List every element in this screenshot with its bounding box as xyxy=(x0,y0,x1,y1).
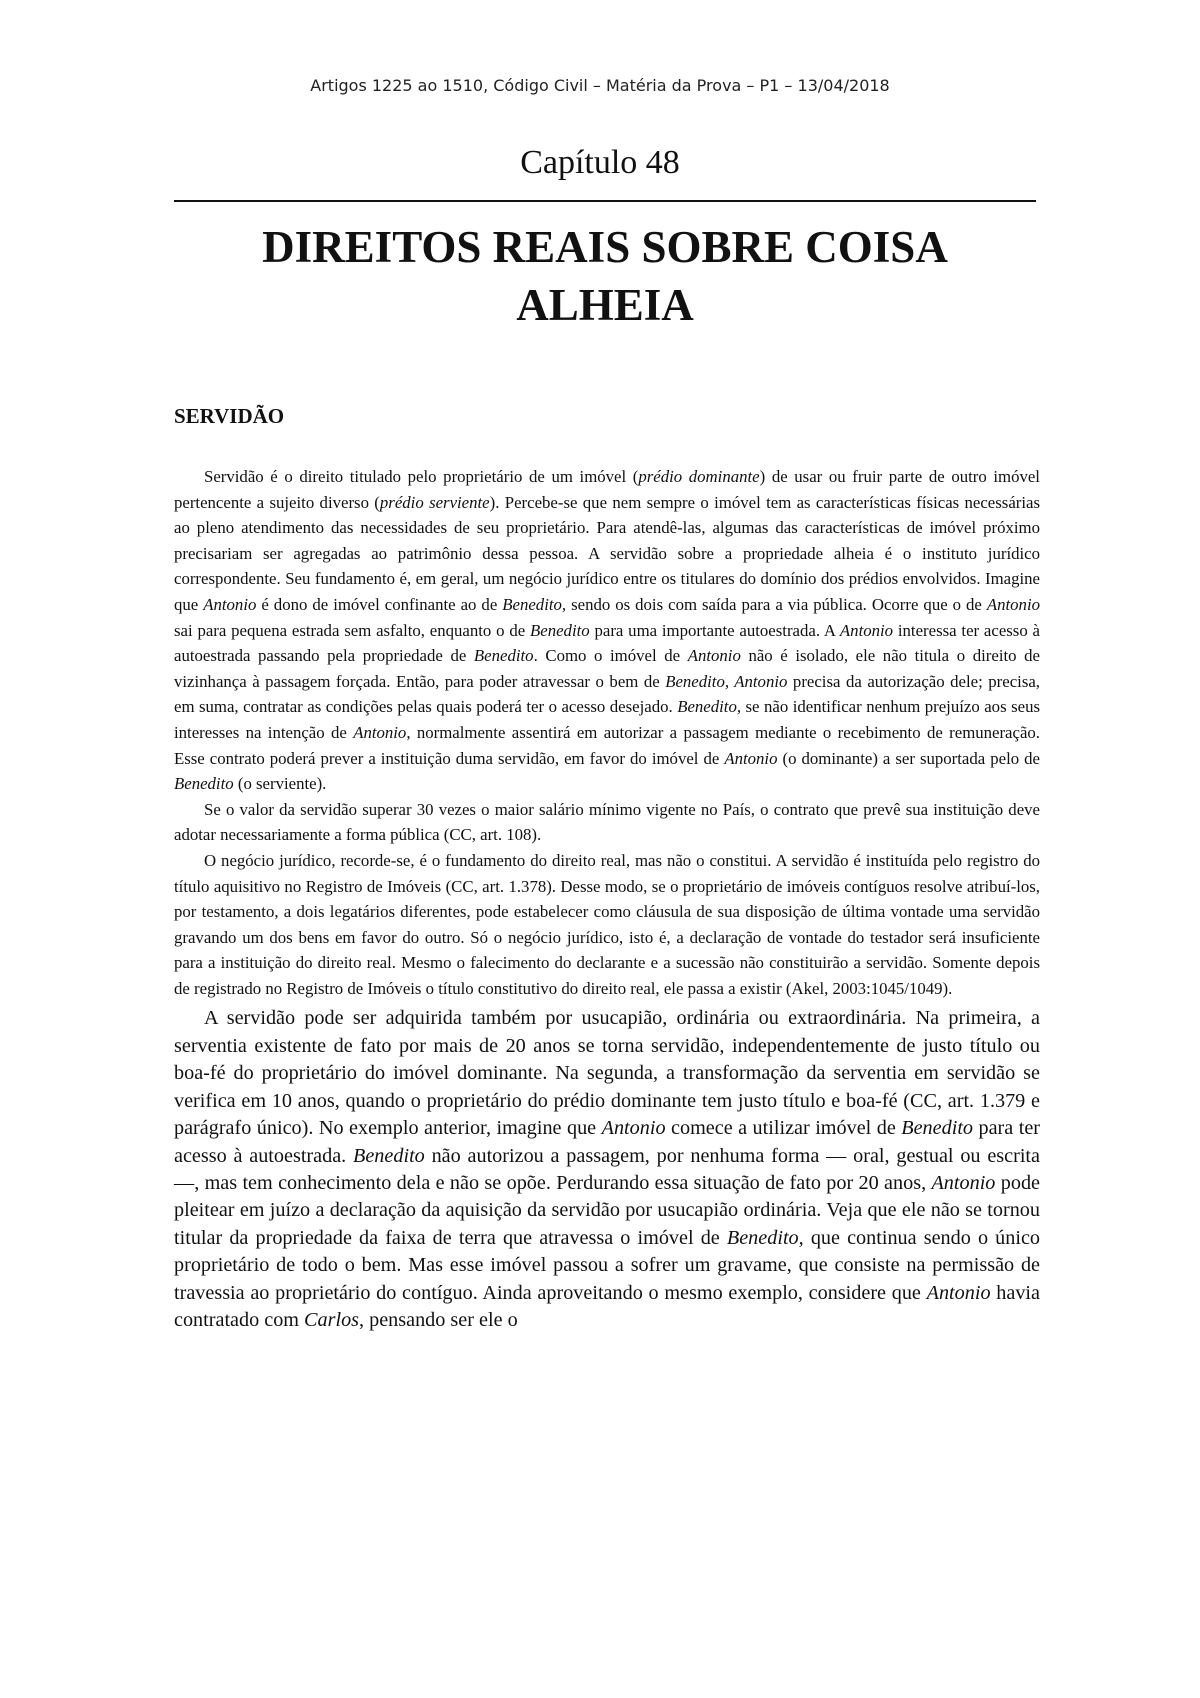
text-run: (o serviente). xyxy=(233,774,327,794)
italic-term: Antonio xyxy=(687,646,741,666)
text-run: interessa ter acesso à autoestrada passando pela propriedade de xyxy=(174,620,1040,666)
text-run: sai para pequena estrada sem asfalto, enquanto o de xyxy=(174,620,531,640)
italic-term: Carlos xyxy=(304,1308,360,1331)
chapter-number: Capítulo 48 xyxy=(520,144,680,181)
italic-term: Antonio xyxy=(203,594,257,614)
text-run: O negócio jurídico, recorde-se, é o fundamento do direito real, mas não o constitui. A servidão é instituída pelo registro do título aquisitivo no Registro de Imóveis (CC, art. 1.378). Desse modo, se o proprietário de imóveis contíguos resolve atribuí-los, por testamento, a dois legatários diferentes, pode estabelecer como cláusula de sua disposição de última vontade uma servidão gravando um dos bens em favor do outro. Só o negócio jurídico, isto é, a declaração de vontade do testador será insuficiente para a instituição do direito real. Mesmo o falecimento do declarante e a sucessão não constituirão a servidão. Somente depois de registrado no Registro de Imóveis o título constitutivo do direito real, ele passa a existir (Akel, 2003:1045/1049). xyxy=(174,850,1040,998)
text-run: , normalmente assentirá em autorizar a passagem mediante o recebimento de remuneração. Esse contrato poderá prever a instituição duma servidão, em favor do imóvel de xyxy=(174,722,1040,768)
italic-term: Antonio xyxy=(353,722,407,742)
body-text xyxy=(174,464,1040,1334)
italic-term: Benedito xyxy=(473,646,534,666)
text-run: sendo os dois com saída para a via pública. Ocorre que o de xyxy=(566,594,987,614)
paragraph-1 xyxy=(174,464,1040,797)
italic-term: Antonio xyxy=(931,1171,996,1194)
text-run: havia contratado com xyxy=(174,1281,1041,1331)
text-run: A servidão pode ser adquirida também por usucapião, ordinária ou extraordinária. Na primeira, a serventia existente de fato por mais de 20 anos se torna servidão, independentemente de justo título ou boa-fé do proprietário do imóvel dominante. Na segunda, a transformação da serventia em servidão se verifica em 10 anos, quando o proprietário do prédio dominante tem justo título e boa-fé (CC, art. 1.379 e parágrafo único). No exemplo anterior, imagine que xyxy=(174,1007,1040,1140)
italic-term: Benedito xyxy=(174,774,234,794)
text-run: é dono de imóvel confinante ao de xyxy=(256,594,503,614)
text-run: não autorizou a passagem, por nenhuma forma — oral, gestual ou escrita —, mas tem conhecimento dela e não se opõe. Perdurando essa situação de fato por 20 anos, xyxy=(174,1144,1040,1194)
section-heading: SERVIDÃO xyxy=(174,404,285,428)
italic-term: Antonio xyxy=(839,620,894,640)
italic-term: Benedito, Antonio xyxy=(665,671,788,691)
chapter-title-line-1: DIREITOS REAIS SOBRE COISA xyxy=(262,222,948,272)
text-run: para ter acesso à autoestrada. xyxy=(174,1117,1040,1167)
italic-term: Benedito xyxy=(901,1117,974,1140)
paragraph-4 xyxy=(174,1005,1040,1334)
italic-term: Antonio xyxy=(986,594,1040,614)
text-run: ) de usar ou fruir parte de outro imóvel pertencente a sujeito diverso ( xyxy=(174,467,1040,512)
italic-term: prédio serviente xyxy=(379,492,490,512)
text-run: precisa da autorização dele; precisa, em suma, contratar as condições pelas quais poderá ter o acesso desejado. xyxy=(174,671,1041,717)
chapter-title xyxy=(174,218,1036,334)
text-run: se não identificar nenhum prejuízo aos seus interesses na intenção de xyxy=(174,697,1041,742)
text-run: . Como o imóvel de xyxy=(533,646,688,666)
italic-term: Antonio xyxy=(601,1117,666,1140)
text-run: ). Percebe-se que nem sempre o imóvel tem as características físicas necessárias ao pleno atendimento das necessidades de seu proprietário. Para atendê-las, algumas das características de imóvel próximo precisariam ser agregadas ao patrimônio dessa pessoa. A servidão sobre a propriedade alheia é o instituto jurídico correspondente. Seu fundamento é, em geral, um negócio jurídico entre os titulares do domínio dos prédios envolvidos. Imagine que xyxy=(174,492,1040,614)
text-run: Servidão é o direito titulado pelo proprietário de um imóvel ( xyxy=(204,467,639,486)
text-run: comece a utilizar imóvel de xyxy=(665,1117,902,1140)
italic-term: Benedito xyxy=(726,1226,799,1249)
running-header: Artigos 1225 ao 1510, Código Civil – Matéria da Prova – P1 – 13/04/2018 xyxy=(310,76,890,95)
italic-term: Antonio xyxy=(926,1281,991,1304)
italic-term: Antonio xyxy=(724,748,778,768)
text-run: (o dominante) a ser suportada pelo de xyxy=(777,748,1040,768)
text-run: pode pleitear em juízo a declaração da aquisição da servidão por usucapião ordinária. Veja que ele não se tornou titular da propriedade da faixa de terra que atravessa o imóvel de xyxy=(174,1171,1040,1249)
italic-term: prédio dominante xyxy=(638,467,760,486)
text-run: não é isolado, ele não titula o direito de vizinhança à passagem forçada. Então, para poder atravessar o bem de xyxy=(174,646,1040,691)
italic-term: Benedito, xyxy=(502,594,567,614)
chapter-divider xyxy=(174,200,1036,202)
text-run: Se o valor da servidão superar 30 vezes o maior salário mínimo vigente no País, o contrato que prevê sua instituição deve adotar necessariamente a forma pública (CC, art. 108). xyxy=(174,799,1040,845)
paragraph-2 xyxy=(174,797,1040,848)
italic-term: Benedito, xyxy=(677,697,742,717)
paragraph-3 xyxy=(174,848,1040,1002)
text-run: para uma importante autoestrada. A xyxy=(589,620,840,640)
italic-term: Benedito xyxy=(353,1144,425,1167)
text-run: , que continua sendo o único proprietário de todo o bem. Mas esse imóvel passou a sofrer um gravame, que consiste na permissão de travessia ao proprietário do contíguo. Ainda aproveitando o mesmo exemplo, considere que xyxy=(174,1226,1041,1304)
italic-term: Benedito xyxy=(530,620,590,640)
text-run: , pensando ser ele o xyxy=(359,1308,518,1331)
chapter-title-line-2: ALHEIA xyxy=(516,280,694,330)
